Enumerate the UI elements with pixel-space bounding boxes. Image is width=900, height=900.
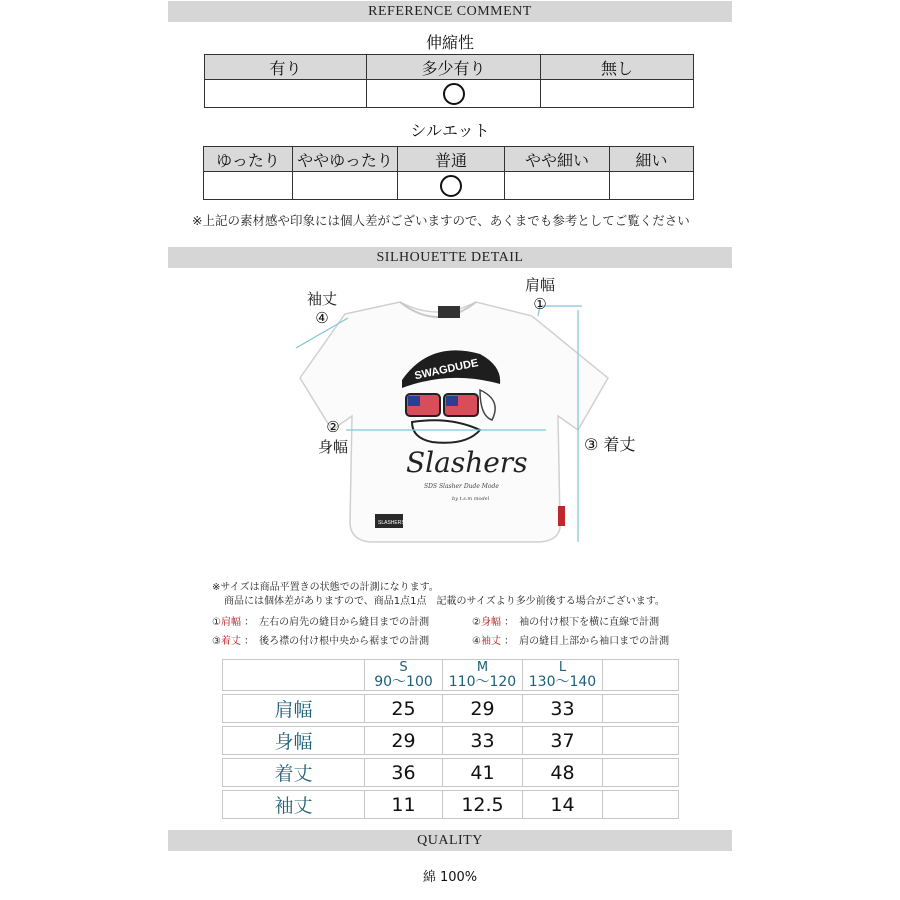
row-label: 着丈 xyxy=(223,759,365,787)
size-value: 11 xyxy=(365,791,443,819)
body-label-num: ② xyxy=(326,418,340,436)
size-header-blank xyxy=(223,660,365,691)
silhouette-detail-banner: SILHOUETTE DETAIL xyxy=(168,247,732,268)
size-table xyxy=(222,659,679,819)
script-sub-text: SDS Slasher Dude Mode xyxy=(424,483,499,490)
size-value: 29 xyxy=(443,695,523,723)
size-range: 110〜120 xyxy=(448,674,517,690)
length-label: ③ 着丈 xyxy=(584,435,636,454)
stretch-table xyxy=(204,54,694,108)
silhouette-option: ゆったり xyxy=(204,147,293,172)
silhouette-option: やや細い xyxy=(505,147,610,172)
stretch-heading: 伸縮性 xyxy=(425,33,474,52)
shoulder-label-name: 肩幅 xyxy=(524,276,555,294)
size-note-2: 商品には個体差がありますので、商品1点1点 記載のサイズより多少前後する場合がございます。 xyxy=(224,596,665,607)
size-name: M xyxy=(476,660,489,675)
size-note-1: ※サイズは商品平置きの状態での計測になります。 xyxy=(212,582,439,593)
size-name: L xyxy=(558,660,567,675)
size-value: 33 xyxy=(523,695,603,723)
measure-desc-length xyxy=(212,632,429,647)
script-sub-text-2: by t.s.m model xyxy=(452,496,490,502)
material-text: 綿 100% xyxy=(422,870,478,885)
size-range: 90〜100 xyxy=(374,674,433,690)
silhouette-value-cell xyxy=(293,172,398,200)
size-header xyxy=(443,660,523,691)
size-header xyxy=(365,660,443,691)
stretch-value-cell xyxy=(205,80,367,108)
shoulder-label-num: ① xyxy=(533,295,547,313)
measure-name: 肩幅 xyxy=(220,617,241,628)
side-red-tag xyxy=(558,506,565,526)
silhouette-option: ややゆったり xyxy=(293,147,398,172)
stretch-value-cell xyxy=(541,80,694,108)
table-row xyxy=(223,727,679,755)
hem-tag-text: SLASHERS xyxy=(378,520,405,526)
table-row xyxy=(223,791,679,819)
stretch-option: 無し xyxy=(541,55,694,80)
selected-circle-icon xyxy=(440,175,462,197)
flag-canton-left xyxy=(408,396,420,406)
size-value-blank xyxy=(603,791,679,819)
script-logo-text: Slashers xyxy=(406,446,528,479)
silhouette-value-cell xyxy=(204,172,293,200)
shoulder-label xyxy=(520,274,560,313)
silhouette-option: 細い xyxy=(610,147,694,172)
measure-name: 身幅 xyxy=(480,617,501,628)
reference-comment-banner: REFERENCE COMMENT xyxy=(168,1,732,22)
sleeve-label-name: 袖丈 xyxy=(306,290,337,308)
selected-circle-icon xyxy=(443,83,465,105)
size-value: 33 xyxy=(443,727,523,755)
size-name: S xyxy=(399,660,408,675)
size-header-blank xyxy=(603,660,679,691)
silhouette-value-cell xyxy=(398,172,505,200)
measure-name: 着丈 xyxy=(220,636,241,647)
reference-disclaimer: ※上記の素材感や印象には個人差がございますので、あくまでも参考としてご覧ください xyxy=(192,213,690,228)
sleeve-label-num: ④ xyxy=(315,309,329,327)
body-label-name: 身幅 xyxy=(317,438,348,456)
measure-num: ① xyxy=(212,617,221,628)
measure-desc: ： 左右の肩先の縫目から縫目までの計測 xyxy=(244,617,430,628)
size-value: 14 xyxy=(523,791,603,819)
size-value: 25 xyxy=(365,695,443,723)
measure-num: ④ xyxy=(472,636,481,647)
row-label: 身幅 xyxy=(223,727,365,755)
measure-num: ③ xyxy=(212,636,221,647)
table-row xyxy=(223,695,679,723)
silhouette-value-cell xyxy=(505,172,610,200)
stretch-option: 多少有り xyxy=(367,55,541,80)
silhouette-table xyxy=(203,146,694,200)
body-label xyxy=(313,418,353,457)
silhouette-heading: シルエット xyxy=(410,121,490,140)
row-label: 袖丈 xyxy=(223,791,365,819)
neck-tag xyxy=(438,306,460,318)
size-value-blank xyxy=(603,695,679,723)
quality-banner: QUALITY xyxy=(168,830,732,851)
silhouette-value-cell xyxy=(610,172,694,200)
measure-desc: ： 袖の付け根下を横に直線で計測 xyxy=(504,617,660,628)
sleeve-label xyxy=(302,288,342,327)
size-value-blank xyxy=(603,727,679,755)
flag-canton-right xyxy=(446,396,458,406)
size-value-blank xyxy=(603,759,679,787)
measure-desc: ： 後ろ襟の付け根中央から裾までの計測 xyxy=(244,636,430,647)
cap-text: SWAGDUDE xyxy=(413,357,480,383)
measure-name: 袖丈 xyxy=(480,636,501,647)
measure-desc-body xyxy=(472,613,659,628)
measure-desc: ： 肩の縫目上部から袖口までの計測 xyxy=(504,636,670,647)
size-header xyxy=(523,660,603,691)
size-value: 12.5 xyxy=(443,791,523,819)
size-value: 48 xyxy=(523,759,603,787)
size-value: 36 xyxy=(365,759,443,787)
size-value: 37 xyxy=(523,727,603,755)
measure-num: ② xyxy=(472,617,481,628)
silhouette-option: 普通 xyxy=(398,147,505,172)
row-label: 肩幅 xyxy=(223,695,365,723)
table-row xyxy=(223,759,679,787)
stretch-option: 有り xyxy=(205,55,367,80)
measure-desc-shoulder xyxy=(212,613,429,628)
size-value: 29 xyxy=(365,727,443,755)
size-range: 130〜140 xyxy=(528,674,597,690)
stretch-value-cell xyxy=(367,80,541,108)
measure-desc-sleeve xyxy=(472,632,669,647)
size-value: 41 xyxy=(443,759,523,787)
